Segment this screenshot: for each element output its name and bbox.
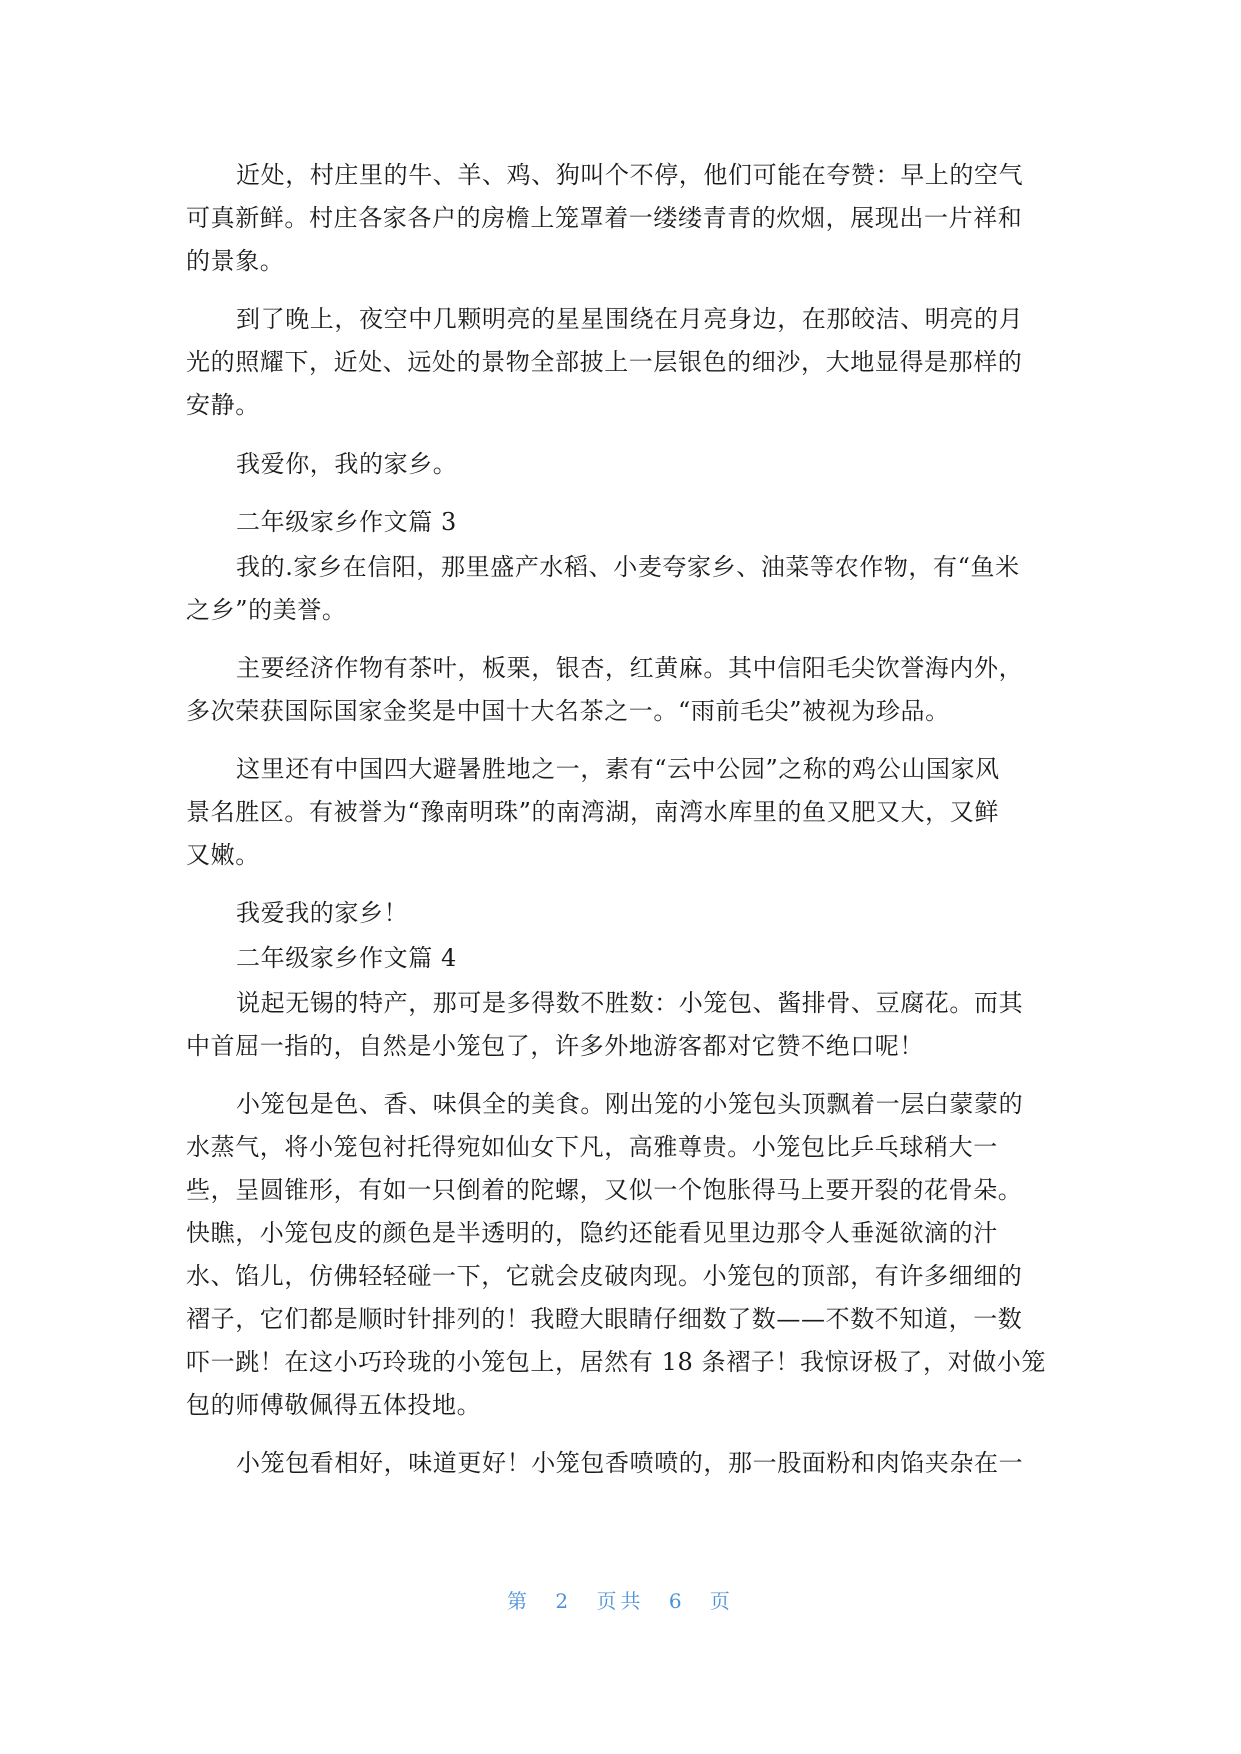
text-line: 景名胜区。有被誉为“豫南明珠”的南湾湖，南湾水库里的鱼又肥又大，又鲜 bbox=[186, 798, 999, 826]
section-heading: 二年级家乡作文篇 4 bbox=[236, 944, 457, 972]
text-line: 之乡”的美誉。 bbox=[186, 596, 347, 624]
text-line: 又嫩。 bbox=[186, 841, 260, 869]
text-line: 水蒸气，将小笼包衬托得宛如仙女下凡，高雅尊贵。小笼包比乒乓球稍大一 bbox=[186, 1133, 998, 1161]
text-line: 吓一跳！在这小巧玲珑的小笼包上，居然有 18 条褶子！我惊讶极了，对做小笼 bbox=[186, 1348, 1046, 1376]
text-line: 快瞧，小笼包皮的颜色是半透明的，隐约还能看见里边那令人垂涎欲滴的汁 bbox=[186, 1219, 998, 1247]
text-line: 说起无锡的特产，那可是多得数不胜数：小笼包、酱排骨、豆腐花。而其 bbox=[236, 989, 1024, 1017]
text-line: 我爱我的家乡！ bbox=[236, 899, 409, 927]
text-line: 些，呈圆锥形，有如一只倒着的陀螺，又似一个饱胀得马上要开裂的花骨朵。 bbox=[186, 1176, 1023, 1204]
text-line: 近处，村庄里的牛、羊、鸡、狗叫个不停，他们可能在夸赞：早上的空气 bbox=[236, 161, 1024, 189]
text-line: 安静。 bbox=[186, 391, 260, 419]
text-line: 可真新鲜。村庄各家各户的房檐上笼罩着一缕缕青青的炊烟，展现出一片祥和 bbox=[186, 204, 1023, 232]
text-line: 包的师傅敬佩得五体投地。 bbox=[186, 1391, 482, 1419]
text-line: 我爱你，我的家乡。 bbox=[236, 450, 458, 478]
page-number: 第 2 页共 6 页 bbox=[507, 1589, 734, 1613]
text-line: 水、馅儿，仿佛轻轻碰一下，它就会皮破肉现。小笼包的顶部，有许多细细的 bbox=[186, 1262, 1023, 1290]
text-line: 褶子，它们都是顺时针排列的！我瞪大眼睛仔细数了数——不数不知道，一数 bbox=[186, 1305, 1023, 1333]
text-line: 光的照耀下，近处、远处的景物全部披上一层银色的细沙，大地显得是那样的 bbox=[186, 348, 1023, 376]
section-heading: 二年级家乡作文篇 3 bbox=[236, 508, 457, 536]
text-line: 主要经济作物有茶叶，板栗，银杏，红黄麻。其中信阳毛尖饮誉海内外， bbox=[236, 654, 1024, 682]
text-line: 到了晚上，夜空中几颗明亮的星星围绕在月亮身边，在那皎洁、明亮的月 bbox=[236, 305, 1024, 333]
text-line: 这里还有中国四大避暑胜地之一，素有“云中公园”之称的鸡公山国家风 bbox=[236, 755, 1000, 783]
text-line: 小笼包是色、香、味俱全的美食。刚出笼的小笼包头顶飘着一层白蒙蒙的 bbox=[236, 1090, 1024, 1118]
text-line: 多次荣获国际国家金奖是中国十大名茶之一。“雨前毛尖”被视为珍品。 bbox=[186, 697, 950, 725]
text-line: 我的.家乡在信阳，那里盛产水稻、小麦夸家乡、油菜等农作物，有“鱼米 bbox=[236, 553, 1020, 581]
text-line: 中首屈一指的，自然是小笼包了，许多外地游客都对它赞不绝口呢！ bbox=[186, 1032, 924, 1060]
text-line: 小笼包看相好，味道更好！小笼包香喷喷的，那一股面粉和肉馅夹杂在一 bbox=[236, 1449, 1024, 1477]
text-line: 的景象。 bbox=[186, 247, 285, 275]
